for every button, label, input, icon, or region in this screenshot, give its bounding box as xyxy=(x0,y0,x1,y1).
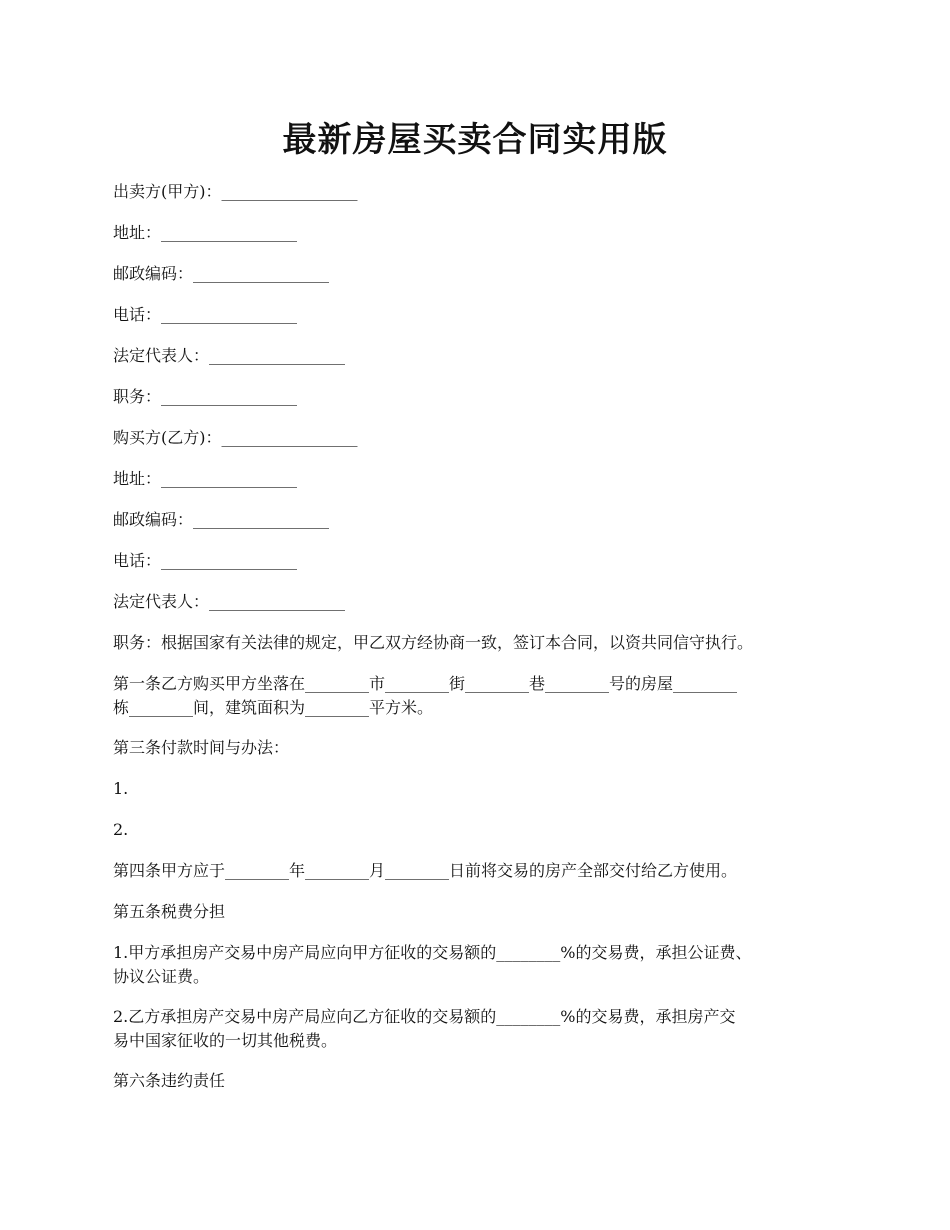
seller-postcode-line: 邮政编码：_________________ xyxy=(113,264,330,283)
seller-phone-line: 电话：_________________ xyxy=(113,305,298,324)
article-5-item-1: 1.甲方承担房产交易中房产局应向甲方征收的交易额的________%的交易费，承担公证费、 协议公证费。 xyxy=(113,943,752,986)
seller-representative-line: 法定代表人：_________________ xyxy=(113,346,346,365)
article-6-heading: 第六条违约责任 xyxy=(113,1071,226,1090)
article-3-item-2: 2. xyxy=(113,820,129,839)
seller-position-line: 职务：_________________ xyxy=(113,387,298,406)
article-3-heading: 第三条付款时间与办法： xyxy=(113,738,290,757)
buyer-phone-line: 电话：_________________ xyxy=(113,551,298,570)
contract-body xyxy=(113,180,848,1093)
buyer-representative-line: 法定代表人：_________________ xyxy=(113,592,346,611)
article-1: 第一条乙方购买甲方坐落在________市________街________巷________号的房屋________ 栋________间，建筑面积为________平方米。 xyxy=(113,674,738,717)
article-3-item-1: 1. xyxy=(113,779,129,798)
article-5-item-2: 2.乙方承担房产交易中房产局应向乙方征收的交易额的________%的交易费，承担房产交 易中国家征收的一切其他税费。 xyxy=(113,1007,736,1050)
article-5-heading: 第五条税费分担 xyxy=(113,902,226,921)
document-title: 最新房屋买卖合同实用版 xyxy=(282,120,668,160)
seller-name-line: 出卖方(甲方)：_________________ xyxy=(113,182,358,201)
buyer-position-preamble: 职务：根据国家有关法律的规定，甲乙双方经协商一致，签订本合同，以资共同信守执行。 xyxy=(113,633,754,652)
seller-address-line: 地址：_________________ xyxy=(113,223,298,242)
buyer-address-line: 地址：_________________ xyxy=(113,469,298,488)
buyer-name-line: 购买方(乙方)：_________________ xyxy=(113,428,358,447)
article-4: 第四条甲方应于________年________月________日前将交易的房产全部交付给乙方使用。 xyxy=(113,861,738,880)
buyer-postcode-line: 邮政编码：_________________ xyxy=(113,510,330,529)
